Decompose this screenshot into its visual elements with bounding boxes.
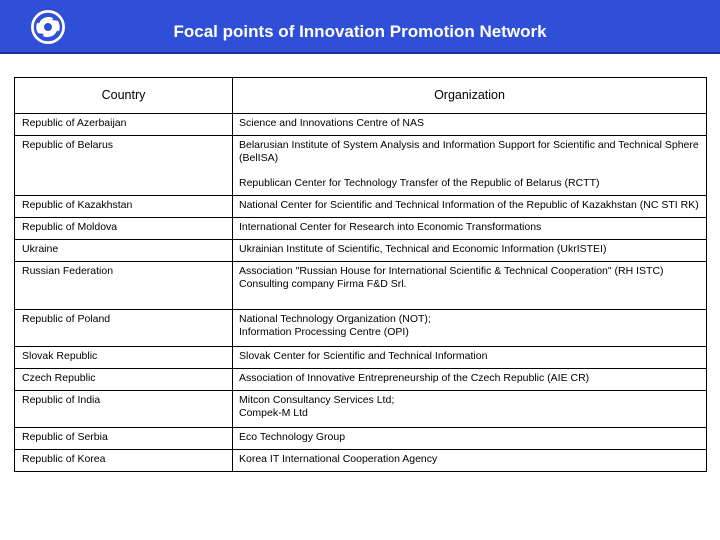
- organization-cell: [233, 218, 707, 240]
- country-cell: Republic of Korea: [15, 450, 233, 472]
- focal-points-table: [14, 77, 707, 472]
- organization-name: Slovak Center for Scientific and Technical Information: [239, 350, 488, 362]
- organization-name: National Technology Organization (NOT);: [239, 313, 431, 325]
- table-row: [15, 218, 707, 240]
- organization-name: International Center for Research into Economic Transformations: [239, 221, 542, 233]
- country-cell: Republic of Serbia: [15, 428, 233, 450]
- organization-cell: [233, 347, 707, 369]
- header-bar: [0, 0, 720, 54]
- organization-name: National Center for Scientific and Technical Information of the Republic of Kazakhstan (NC STI RK): [239, 199, 699, 211]
- organization-cell: [233, 262, 707, 310]
- organization-cell: [233, 114, 707, 136]
- organization-cell: [233, 196, 707, 218]
- table-row: [15, 136, 707, 196]
- table-row: [15, 391, 707, 428]
- table-row: [15, 262, 707, 310]
- country-cell: Czech Republic: [15, 369, 233, 391]
- country-cell: Republic of Azerbaijan: [15, 114, 233, 136]
- page-title: Focal points of Innovation Promotion Network: [173, 22, 547, 41]
- country-cell: Republic of India: [15, 391, 233, 428]
- table-row: [15, 369, 707, 391]
- organization-name: Compek-M Ltd: [239, 407, 308, 419]
- table-row: [15, 240, 707, 262]
- organization-name: Information Processing Centre (OPI): [239, 326, 409, 338]
- organization-cell: [233, 240, 707, 262]
- column-header-country: Country: [15, 78, 233, 114]
- organization-name: Republican Center for Technology Transfer of the Republic of Belarus (RCTT): [239, 177, 600, 189]
- country-cell: Ukraine: [15, 240, 233, 262]
- country-cell: Republic of Belarus: [15, 136, 233, 196]
- table-row: [15, 428, 707, 450]
- table-header-row: [15, 78, 707, 114]
- table-row: [15, 347, 707, 369]
- organization-name: Eco Technology Group: [239, 431, 346, 443]
- table-row: [15, 450, 707, 472]
- country-cell: Russian Federation: [15, 262, 233, 310]
- organization-cell: [233, 391, 707, 428]
- organization-cell: [233, 369, 707, 391]
- table-row: [15, 196, 707, 218]
- organization-name: Korea IT International Cooperation Agency: [239, 453, 438, 465]
- organization-cell: [233, 136, 707, 196]
- organization-name: Association of Innovative Entrepreneurship of the Czech Republic (AIE CR): [239, 372, 590, 384]
- organization-name: Science and Innovations Centre of NAS: [239, 117, 425, 129]
- table-row: [15, 114, 707, 136]
- country-cell: Republic of Poland: [15, 310, 233, 347]
- country-cell: Slovak Republic: [15, 347, 233, 369]
- organization-cell: [233, 428, 707, 450]
- country-cell: Republic of Moldova: [15, 218, 233, 240]
- organization-name: Consulting company Firma F&D Srl.: [239, 278, 407, 290]
- organization-name: Belarusian Institute of System Analysis and Information Support for Scientific and Technical Sphere (BelISA): [239, 139, 699, 164]
- organization-cell: [233, 310, 707, 347]
- organization-name: Mitcon Consultancy Services Ltd;: [239, 394, 395, 406]
- organization-name: Ukrainian Institute of Scientific, Technical and Economic Information (UkrISTEI): [239, 243, 607, 255]
- organization-cell: [233, 450, 707, 472]
- organization-name: Association "Russian House for International Scientific & Technical Cooperation" (RH ISTC): [239, 265, 664, 277]
- column-header-organization: Organization: [233, 78, 707, 114]
- table-row: [15, 310, 707, 347]
- country-cell: Republic of Kazakhstan: [15, 196, 233, 218]
